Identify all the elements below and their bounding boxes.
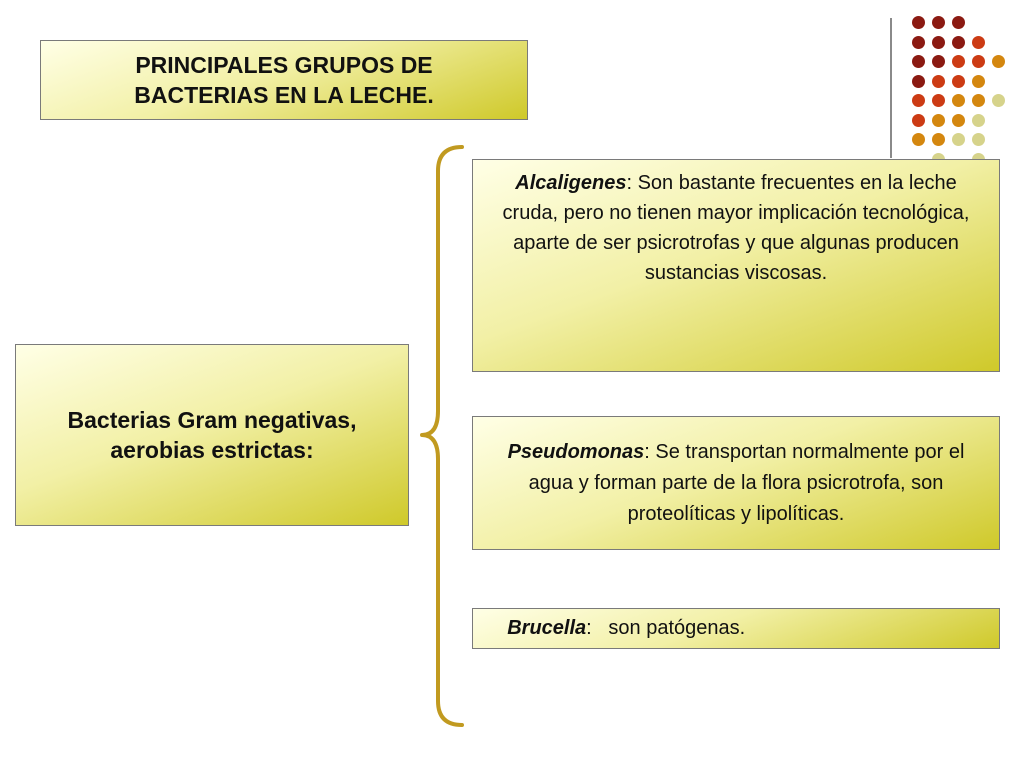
brucella-box bbox=[472, 608, 1000, 649]
slide-title-line-2: BACTERIAS EN LA LECHE. bbox=[134, 82, 434, 108]
decorative-dot bbox=[932, 16, 945, 29]
main-category-line-1: Bacterias Gram negativas, bbox=[67, 407, 357, 433]
decorative-dot bbox=[952, 133, 965, 146]
decorative-dot bbox=[972, 55, 985, 68]
decorative-dot bbox=[912, 133, 925, 146]
decorative-dot bbox=[952, 75, 965, 88]
decorative-dot bbox=[912, 94, 925, 107]
decorative-dot bbox=[972, 36, 985, 49]
decorative-dot bbox=[972, 94, 985, 107]
decorative-dot bbox=[932, 75, 945, 88]
decorative-dot bbox=[932, 114, 945, 127]
decorative-vertical-line bbox=[890, 18, 892, 158]
brucella-term: Brucella bbox=[507, 617, 587, 639]
main-category-line-2: aerobias estrictas: bbox=[110, 437, 314, 463]
decorative-dot bbox=[932, 36, 945, 49]
decorative-dot bbox=[972, 114, 985, 127]
alcaligenes-description: : Son bastante frecuentes en la leche cruda, pero no tienen mayor implicación tecnológica, aparte de ser psicrotrofas y que algunas producen sustancias viscosas. bbox=[502, 172, 970, 284]
decorative-dot bbox=[932, 94, 945, 107]
pseudomonas-description: : Se transportan normalmente por el agua y forman parte de la flora psicrotrofa, son proteolíticas y lipolíticas. bbox=[528, 440, 965, 525]
slide-title bbox=[40, 40, 528, 120]
decorative-dot bbox=[972, 133, 985, 146]
decorative-dot bbox=[992, 94, 1005, 107]
alcaligenes-term: Alcaligenes bbox=[515, 172, 627, 194]
pseudomonas-box bbox=[472, 416, 1000, 550]
decorative-dot bbox=[972, 75, 985, 88]
decorative-dot bbox=[912, 36, 925, 49]
decorative-dot bbox=[952, 55, 965, 68]
decorative-dot bbox=[932, 55, 945, 68]
decorative-dot bbox=[952, 114, 965, 127]
decorative-dot bbox=[912, 75, 925, 88]
decorative-dot bbox=[912, 16, 925, 29]
main-category-box bbox=[15, 344, 409, 526]
alcaligenes-box bbox=[472, 159, 1000, 372]
decorative-dot bbox=[912, 114, 925, 127]
decorative-dot bbox=[952, 36, 965, 49]
brucella-description: : son patógenas. bbox=[586, 617, 746, 639]
decorative-dot bbox=[912, 55, 925, 68]
curly-brace bbox=[420, 143, 466, 729]
pseudomonas-term: Pseudomonas bbox=[507, 440, 645, 463]
decorative-dot bbox=[952, 94, 965, 107]
decorative-dot bbox=[932, 133, 945, 146]
decorative-dot bbox=[952, 16, 965, 29]
decorative-dot bbox=[992, 55, 1005, 68]
slide-title-line-1: PRINCIPALES GRUPOS DE bbox=[135, 52, 433, 78]
